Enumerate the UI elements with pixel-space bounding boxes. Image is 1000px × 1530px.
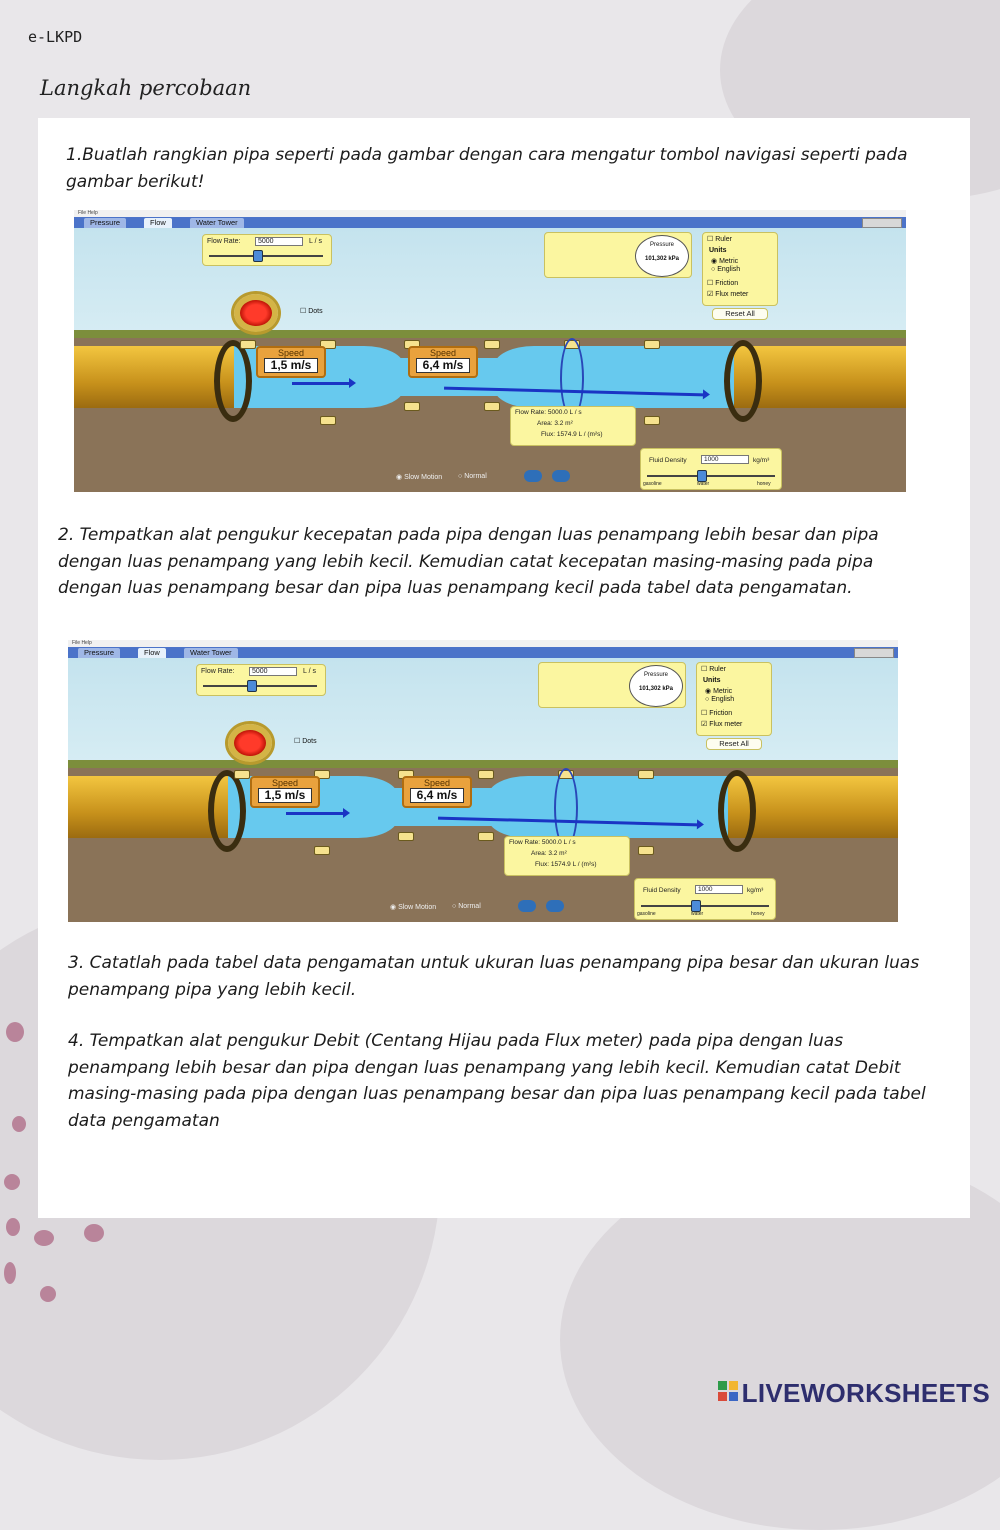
ruler-checkbox[interactable]: ☐ Ruler xyxy=(707,236,732,243)
pipe-handle[interactable] xyxy=(478,770,494,779)
speed-value-left: 1,5 m/s xyxy=(264,358,319,373)
window-controls[interactable] xyxy=(862,218,902,228)
units-metric-radio[interactable]: ◉ Metric xyxy=(705,688,733,695)
friction-label: Friction xyxy=(715,280,739,287)
flow-rate-unit: L / s xyxy=(309,238,322,245)
tab-pressure[interactable]: Pressure xyxy=(78,648,120,658)
pipe-handle[interactable] xyxy=(314,846,330,855)
sky-area xyxy=(68,658,898,768)
decoration-dot xyxy=(6,1022,24,1042)
sky-area xyxy=(74,228,906,338)
pipe-handle[interactable] xyxy=(240,340,256,349)
water-flow-right xyxy=(494,346,734,408)
flow-rate-panel xyxy=(202,234,332,266)
dots-checkbox[interactable]: ☐ Dots xyxy=(294,738,317,745)
speed-label-left: Speed xyxy=(277,348,305,358)
pipe-handle[interactable] xyxy=(320,416,336,425)
normal-label: Normal xyxy=(458,903,481,910)
friction-label: Friction xyxy=(709,710,733,717)
ruler-checkbox[interactable]: ☐ Ruler xyxy=(701,666,726,673)
slow-motion-label: Slow Motion xyxy=(398,904,437,911)
density-tick-honey: honey xyxy=(757,481,771,487)
fluid-density-input[interactable]: 1000 xyxy=(695,885,743,894)
pipe-handle[interactable] xyxy=(484,402,500,411)
ruler-label: Ruler xyxy=(715,236,732,243)
units-metric-radio[interactable]: ◉ Metric xyxy=(711,258,739,265)
decoration-dot xyxy=(84,1224,104,1242)
step-1-text: 1.Buatlah rangkian pipa seperti pada gambar dengan cara mengatur tombol navigasi seperti pada gambar berikut! xyxy=(66,145,908,192)
velocity-arrow-left xyxy=(286,812,344,815)
window-controls[interactable] xyxy=(854,648,894,658)
speed-value-right: 6,4 m/s xyxy=(410,788,465,803)
sim-menu-bar[interactable]: File Help xyxy=(74,210,906,217)
water-flow-right xyxy=(488,776,728,838)
slow-motion-label: Slow Motion xyxy=(404,474,443,481)
units-english-radio[interactable]: ○ English xyxy=(705,696,735,703)
fluid-density-panel xyxy=(634,878,776,920)
flow-rate-input[interactable]: 5000 xyxy=(249,667,297,676)
liveworksheets-logo-icon xyxy=(718,1381,738,1401)
fluid-density-unit: kg/m³ xyxy=(747,887,764,894)
flux-area: Area: 3.2 m² xyxy=(531,850,567,857)
pressure-gauge[interactable] xyxy=(629,665,683,707)
tab-flow[interactable]: Flow xyxy=(144,218,172,228)
pipe-flange-right xyxy=(718,770,756,852)
units-label: Units xyxy=(703,677,721,684)
reset-all-button[interactable]: Reset All xyxy=(706,738,762,750)
pipe-handle[interactable] xyxy=(234,770,250,779)
pressure-panel xyxy=(544,232,692,278)
reset-all-button[interactable]: Reset All xyxy=(712,308,768,320)
flux-meter-checkbox[interactable]: ☑ Flux meter xyxy=(701,721,743,728)
units-english-label: English xyxy=(717,266,741,273)
pipe-handle[interactable] xyxy=(644,340,660,349)
step-button[interactable] xyxy=(552,470,570,482)
speed-label-right: Speed xyxy=(429,348,457,358)
flow-rate-input[interactable]: 5000 xyxy=(255,237,303,246)
pump-red-button[interactable] xyxy=(228,724,272,762)
density-tick-honey: honey xyxy=(751,911,765,917)
pipe-flange-left xyxy=(214,340,252,422)
flux-flux: Flux: 1574.9 L / (m²s) xyxy=(541,431,603,438)
liveworksheets-logo[interactable] xyxy=(742,1378,990,1406)
pressure-value: 101,302 kPa xyxy=(644,256,680,262)
pipe-handle[interactable] xyxy=(484,340,500,349)
pipe-flange-right xyxy=(724,340,762,422)
fluid-density-unit: kg/m³ xyxy=(753,457,770,464)
flux-flow-rate: Flow Rate: 5000.0 L / s xyxy=(509,839,576,846)
fluid-density-panel xyxy=(640,448,782,490)
play-button[interactable] xyxy=(518,900,536,912)
flux-readout-panel xyxy=(504,836,630,876)
options-panel xyxy=(702,232,778,306)
dots-label: Dots xyxy=(302,738,317,745)
sim-menu-bar[interactable]: File Help xyxy=(68,640,898,647)
decoration-dot xyxy=(40,1286,56,1302)
pipe-handle[interactable] xyxy=(404,402,420,411)
sim-tab-bar xyxy=(74,217,906,228)
flow-rate-panel xyxy=(196,664,326,696)
density-tick-gasoline: gasoline xyxy=(637,911,656,917)
decoration-dot xyxy=(6,1218,20,1236)
simulation-screenshot-1 xyxy=(74,210,906,492)
ruler-label: Ruler xyxy=(709,666,726,673)
pump-red-button[interactable] xyxy=(234,294,278,332)
liveworksheets-logo-text: LIVEWORKSHEETS xyxy=(741,1378,990,1408)
dots-checkbox[interactable]: ☐ Dots xyxy=(300,308,323,315)
options-panel xyxy=(696,662,772,736)
flow-rate-slider-track[interactable] xyxy=(209,255,323,257)
pipe-handle[interactable] xyxy=(638,846,654,855)
pipe-handle[interactable] xyxy=(644,416,660,425)
dots-label: Dots xyxy=(308,308,323,315)
speed-label-right: Speed xyxy=(423,778,451,788)
normal-label: Normal xyxy=(464,473,487,480)
flow-rate-label: Flow Rate: xyxy=(201,668,235,675)
pipe-handle[interactable] xyxy=(478,832,494,841)
fluid-density-label: Fluid Density xyxy=(643,887,681,894)
step-button[interactable] xyxy=(546,900,564,912)
units-metric-label: Metric xyxy=(713,688,733,695)
flux-meter-label: Flux meter xyxy=(709,721,743,728)
decoration-dot xyxy=(4,1174,20,1190)
tab-flow[interactable]: Flow xyxy=(138,648,166,658)
sim-tab-bar xyxy=(68,647,898,658)
grass-strip xyxy=(68,760,898,768)
pressure-label: Pressure xyxy=(649,242,674,248)
speed-value-right: 6,4 m/s xyxy=(416,358,471,373)
pipe-handle[interactable] xyxy=(398,832,414,841)
fluid-density-input[interactable]: 1000 xyxy=(701,455,749,464)
section-title: Langkah percobaan xyxy=(40,76,252,100)
speed-meter-left[interactable] xyxy=(256,346,326,378)
flux-meter-label: Flux meter xyxy=(715,291,749,298)
decoration-dot xyxy=(4,1262,16,1284)
play-button[interactable] xyxy=(524,470,542,482)
pipe-handle[interactable] xyxy=(638,770,654,779)
flow-rate-slider-track[interactable] xyxy=(203,685,317,687)
flow-rate-slider-knob[interactable] xyxy=(247,680,257,692)
tab-water-tower[interactable]: Water Tower xyxy=(184,648,238,658)
density-tick-water: water xyxy=(691,911,704,917)
flux-readout-panel xyxy=(510,406,636,446)
units-metric-label: Metric xyxy=(719,258,739,265)
normal-radio[interactable]: ○ Normal xyxy=(458,473,487,480)
units-english-label: English xyxy=(711,696,735,703)
step-2-text: 2. Tempatkan alat pengukur kecepatan pada pipa dengan luas penampang lebih besar dan pipa dengan luas penampang yang lebih kecil. Kemudian catat kecepatan masing-masing pada pipa dengan luas penampang besar dan pipa luas penampang kecil pada tabel data pengamatan. xyxy=(58,525,879,598)
speed-meter-left[interactable] xyxy=(250,776,320,808)
flux-flow-rate: Flow Rate: 5000.0 L / s xyxy=(515,409,582,416)
step-4-text: 4. Tempatkan alat pengukur Debit (Centang Hijau pada Flux meter) pada pipa dengan luas penampang lebih besar dan pipa dengan luas penampang yang lebih kecil. Kemudian catat Debit masing-masing pada pipa dengan luas penampang besar dan pipa luas penampang kecil pada tabel data pengamatan xyxy=(68,1031,926,1131)
header-tag: e-LKPD xyxy=(28,28,83,46)
normal-radio[interactable]: ○ Normal xyxy=(452,903,481,910)
flux-meter-checkbox[interactable]: ☑ Flux meter xyxy=(707,291,749,298)
fluid-density-slider-track[interactable] xyxy=(647,475,775,477)
slow-motion-radio[interactable]: ◉ Slow Motion xyxy=(390,904,437,911)
speed-value-left: 1,5 m/s xyxy=(258,788,313,803)
pressure-panel xyxy=(538,662,686,708)
density-tick-water: water xyxy=(697,481,710,487)
flow-rate-unit: L / s xyxy=(303,668,316,675)
pipe-flange-left xyxy=(208,770,246,852)
pressure-label: Pressure xyxy=(643,672,668,678)
flux-area: Area: 3.2 m² xyxy=(537,420,573,427)
velocity-arrow-left xyxy=(292,382,350,385)
flux-flux: Flux: 1574.9 L / (m²s) xyxy=(535,861,597,868)
friction-checkbox[interactable]: ☐ Friction xyxy=(701,710,733,717)
speed-label-left: Speed xyxy=(271,778,299,788)
flow-rate-slider-knob[interactable] xyxy=(253,250,263,262)
step-3-text: 3. Catatlah pada tabel data pengamatan untuk ukuran luas penampang pipa besar dan ukuran luas penampang pipa yang lebih kecil. xyxy=(68,953,920,1000)
pressure-value: 101,302 kPa xyxy=(638,686,674,692)
friction-checkbox[interactable]: ☐ Friction xyxy=(707,280,739,287)
fluid-density-label: Fluid Density xyxy=(649,457,687,464)
flow-rate-label: Flow Rate: xyxy=(207,238,241,245)
speed-meter-right[interactable] xyxy=(408,346,478,378)
tab-pressure[interactable]: Pressure xyxy=(84,218,126,228)
decoration-dot xyxy=(34,1230,54,1246)
grass-strip xyxy=(74,330,906,338)
simulation-screenshot-2 xyxy=(68,640,898,922)
pressure-gauge[interactable] xyxy=(635,235,689,277)
fluid-density-slider-track[interactable] xyxy=(641,905,769,907)
units-english-radio[interactable]: ○ English xyxy=(711,266,741,273)
decoration-dot xyxy=(12,1116,26,1132)
units-label: Units xyxy=(709,247,727,254)
density-tick-gasoline: gasoline xyxy=(643,481,662,487)
content-card xyxy=(38,118,970,1218)
speed-meter-right[interactable] xyxy=(402,776,472,808)
tab-water-tower[interactable]: Water Tower xyxy=(190,218,244,228)
slow-motion-radio[interactable]: ◉ Slow Motion xyxy=(396,474,443,481)
